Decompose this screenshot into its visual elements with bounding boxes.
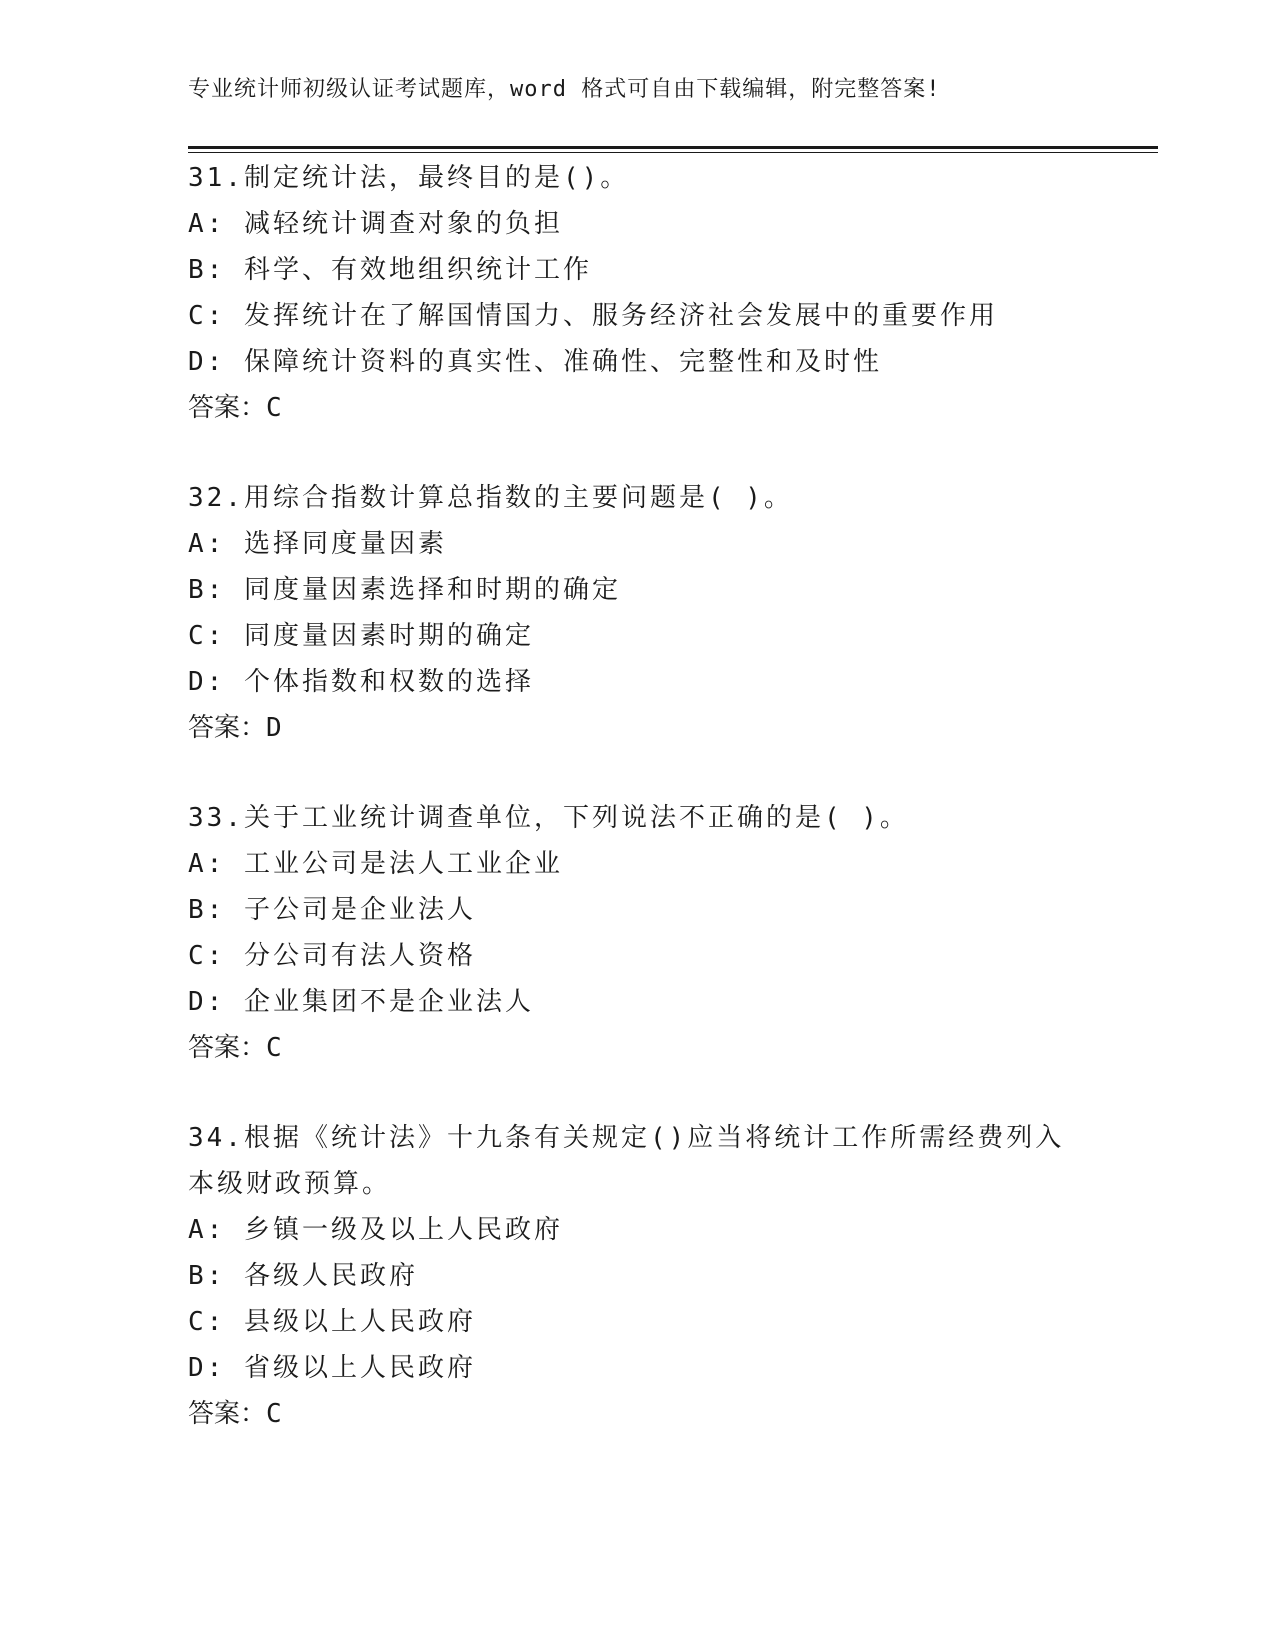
question-31 <box>188 155 1088 431</box>
option-c: C: 发挥统计在了解国情国力、服务经济社会发展中的重要作用 <box>188 301 998 331</box>
question-stem: 32.用综合指数计算总指数的主要问题是( )。 <box>188 483 793 513</box>
option-c: C: 同度量因素时期的确定 <box>188 621 534 651</box>
option-d: D: 个体指数和权数的选择 <box>188 667 534 697</box>
answer-label: 答案： <box>188 393 267 423</box>
question-stem: 31.制定统计法，最终目的是()。 <box>188 163 630 193</box>
question-34 <box>188 1115 1088 1437</box>
answer-label: 答案： <box>188 1399 267 1429</box>
question-32 <box>188 475 1088 751</box>
option-b: B: 各级人民政府 <box>188 1261 418 1291</box>
answer-value: C <box>266 1033 282 1063</box>
page-header: 专业统计师初级认证考试题库，word 格式可自由下载编辑，附完整答案! <box>188 77 941 102</box>
answer-label: 答案： <box>188 1033 267 1063</box>
option-a: A: 减轻统计调查对象的负担 <box>188 209 563 239</box>
question-stem: 34.根据《统计法》十九条有关规定()应当将统计工作所需经费列入本级财政预算。 <box>188 1123 1065 1199</box>
option-b: B: 科学、有效地组织统计工作 <box>188 255 592 285</box>
option-a: A: 乡镇一级及以上人民政府 <box>188 1215 563 1245</box>
option-d: D: 省级以上人民政府 <box>188 1353 476 1383</box>
question-33 <box>188 795 1088 1071</box>
option-a: A: 工业公司是法人工业企业 <box>188 849 563 879</box>
answer-value: C <box>266 1399 282 1429</box>
answer-label: 答案： <box>188 713 267 743</box>
header-divider-thin <box>188 152 1158 153</box>
option-c: C: 县级以上人民政府 <box>188 1307 476 1337</box>
option-c: C: 分公司有法人资格 <box>188 941 476 971</box>
question-stem: 33.关于工业统计调查单位，下列说法不正确的是( )。 <box>188 803 909 833</box>
answer-value: C <box>266 393 282 423</box>
option-d: D: 保障统计资料的真实性、准确性、完整性和及时性 <box>188 347 882 377</box>
answer-line <box>188 1025 1088 1071</box>
answer-value: D <box>266 713 282 743</box>
header-divider-thick <box>188 146 1158 149</box>
option-d: D: 企业集团不是企业法人 <box>188 987 534 1017</box>
answer-line <box>188 385 1088 431</box>
answer-line <box>188 705 1088 751</box>
answer-line <box>188 1391 1088 1437</box>
option-a: A: 选择同度量因素 <box>188 529 447 559</box>
option-b: B: 子公司是企业法人 <box>188 895 476 925</box>
option-b: B: 同度量因素选择和时期的确定 <box>188 575 621 605</box>
